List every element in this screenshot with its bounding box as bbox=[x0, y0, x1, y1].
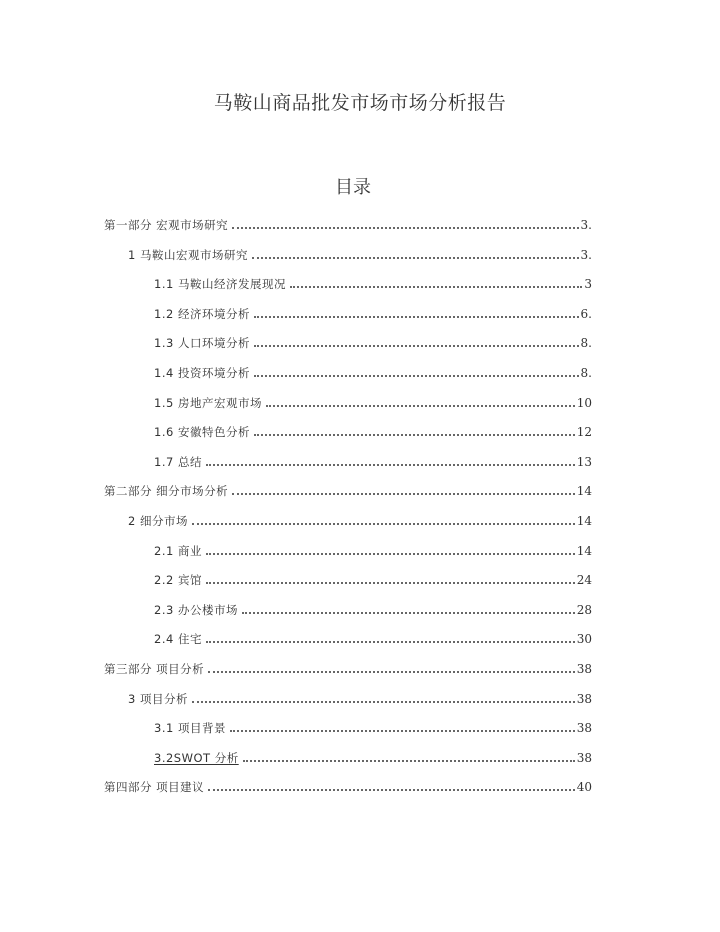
toc-entry-page: 38 bbox=[576, 750, 592, 765]
toc-leader-dots bbox=[230, 730, 575, 732]
toc-leader-dots bbox=[290, 286, 582, 288]
toc-entry[interactable] bbox=[128, 242, 592, 262]
toc-entry-page: 38 bbox=[576, 721, 592, 736]
document-title: 马鞍山商品批发市场市场分析报告 bbox=[213, 92, 507, 114]
toc-entry-page: 40 bbox=[576, 780, 592, 795]
toc-entry[interactable] bbox=[154, 538, 592, 558]
toc-entry-page: 28 bbox=[576, 602, 592, 617]
toc-entry-label: 2.1 商业 bbox=[154, 543, 202, 558]
toc-entry-label: 1.7 总结 bbox=[154, 454, 202, 469]
toc-entry-label: 3.2SWOT 分析 bbox=[154, 750, 239, 765]
toc-entry-label: 2.4 住宅 bbox=[154, 632, 202, 647]
toc-leader-dots bbox=[254, 375, 579, 377]
toc-entry[interactable] bbox=[154, 360, 592, 380]
toc-entry-page: 30 bbox=[576, 632, 592, 647]
toc-entry[interactable] bbox=[154, 301, 592, 321]
toc-leader-dots bbox=[208, 789, 575, 791]
toc-entry[interactable] bbox=[154, 567, 592, 587]
toc-entry-label: 2 细分市场 bbox=[128, 514, 188, 528]
toc-entry[interactable] bbox=[154, 271, 592, 291]
toc-leader-dots bbox=[206, 641, 575, 643]
toc-entry[interactable] bbox=[104, 478, 592, 498]
toc-leader-dots bbox=[206, 582, 575, 584]
toc-entry[interactable] bbox=[104, 774, 592, 794]
toc-entry-label: 第一部分 宏观市场研究 bbox=[104, 218, 229, 232]
toc-entry-label: 第三部分 项目分析 bbox=[104, 662, 205, 676]
toc-entry-page: 10 bbox=[576, 395, 592, 410]
toc-entry[interactable] bbox=[104, 212, 592, 232]
toc-leader-dots bbox=[206, 553, 575, 555]
toc-entry[interactable] bbox=[154, 745, 592, 765]
toc-leader-dots bbox=[242, 612, 575, 614]
toc-leader-dots bbox=[232, 227, 578, 229]
toc-entry[interactable] bbox=[154, 626, 592, 646]
toc-leader-dots bbox=[208, 671, 575, 673]
toc-entry-label: 2.3 办公楼市场 bbox=[154, 602, 238, 617]
toc-entry-label: 1.3 人口环境分析 bbox=[154, 336, 250, 351]
toc-entry-page: 14 bbox=[576, 514, 592, 528]
toc-entry-label: 1.1 马鞍山经济发展现况 bbox=[154, 277, 286, 292]
toc-entry-page: 38 bbox=[576, 662, 592, 676]
toc-entry[interactable] bbox=[154, 449, 592, 469]
toc-entry-page: 24 bbox=[576, 573, 592, 588]
toc-leader-dots bbox=[266, 405, 575, 407]
toc-entry-label: 3.1 项目背景 bbox=[154, 721, 226, 736]
toc-leader-dots bbox=[243, 760, 575, 762]
toc-entry[interactable] bbox=[154, 390, 592, 410]
toc-leader-dots bbox=[192, 701, 575, 703]
toc-entry-page: 12 bbox=[576, 425, 592, 440]
toc-entry-page: 3. bbox=[580, 218, 592, 232]
toc-entry[interactable] bbox=[154, 330, 592, 350]
toc-entry-label: 1 马鞍山宏观市场研究 bbox=[128, 247, 248, 262]
toc-entry[interactable] bbox=[128, 508, 592, 528]
toc-entry-label: 第四部分 项目建议 bbox=[104, 780, 205, 795]
toc-entry[interactable] bbox=[104, 656, 592, 676]
toc-leader-dots bbox=[206, 464, 575, 466]
toc-leader-dots bbox=[252, 257, 579, 259]
toc-entry-label: 1.2 经济环境分析 bbox=[154, 306, 250, 321]
toc-entry-page: 14 bbox=[576, 543, 592, 558]
toc-entry-label: 1.6 安徽特色分析 bbox=[154, 425, 250, 440]
toc-entry-page: 8. bbox=[580, 366, 592, 380]
toc-leader-dots bbox=[254, 434, 575, 436]
toc-entry-page: 38 bbox=[576, 691, 592, 706]
toc-entry-label: 2.2 宾馆 bbox=[154, 573, 202, 588]
toc-entry-label: 第二部分 细分市场分析 bbox=[104, 484, 229, 499]
toc-entry[interactable] bbox=[154, 597, 592, 617]
toc-entry-label: 1.5 房地产宏观市场 bbox=[154, 395, 262, 410]
toc-entry[interactable] bbox=[154, 715, 592, 735]
toc-entry-page: 13 bbox=[576, 454, 592, 469]
toc-entry-label: 3 项目分析 bbox=[128, 691, 188, 706]
toc-heading: 目录 bbox=[335, 177, 371, 198]
toc-leader-dots bbox=[192, 523, 575, 525]
toc-entry-page: 3. bbox=[580, 247, 592, 262]
toc-entry[interactable] bbox=[154, 419, 592, 439]
toc-entry-label: 1.4 投资环境分析 bbox=[154, 366, 250, 380]
toc-leader-dots bbox=[232, 493, 575, 495]
toc-entry[interactable] bbox=[128, 686, 592, 706]
toc-entry-page: 3 bbox=[584, 277, 592, 292]
toc-entry-page: 6. bbox=[580, 306, 592, 321]
toc-entry-page: 14 bbox=[576, 484, 592, 499]
toc-leader-dots bbox=[254, 316, 579, 318]
toc-leader-dots bbox=[254, 345, 579, 347]
toc-entry-page: 8. bbox=[580, 336, 592, 351]
